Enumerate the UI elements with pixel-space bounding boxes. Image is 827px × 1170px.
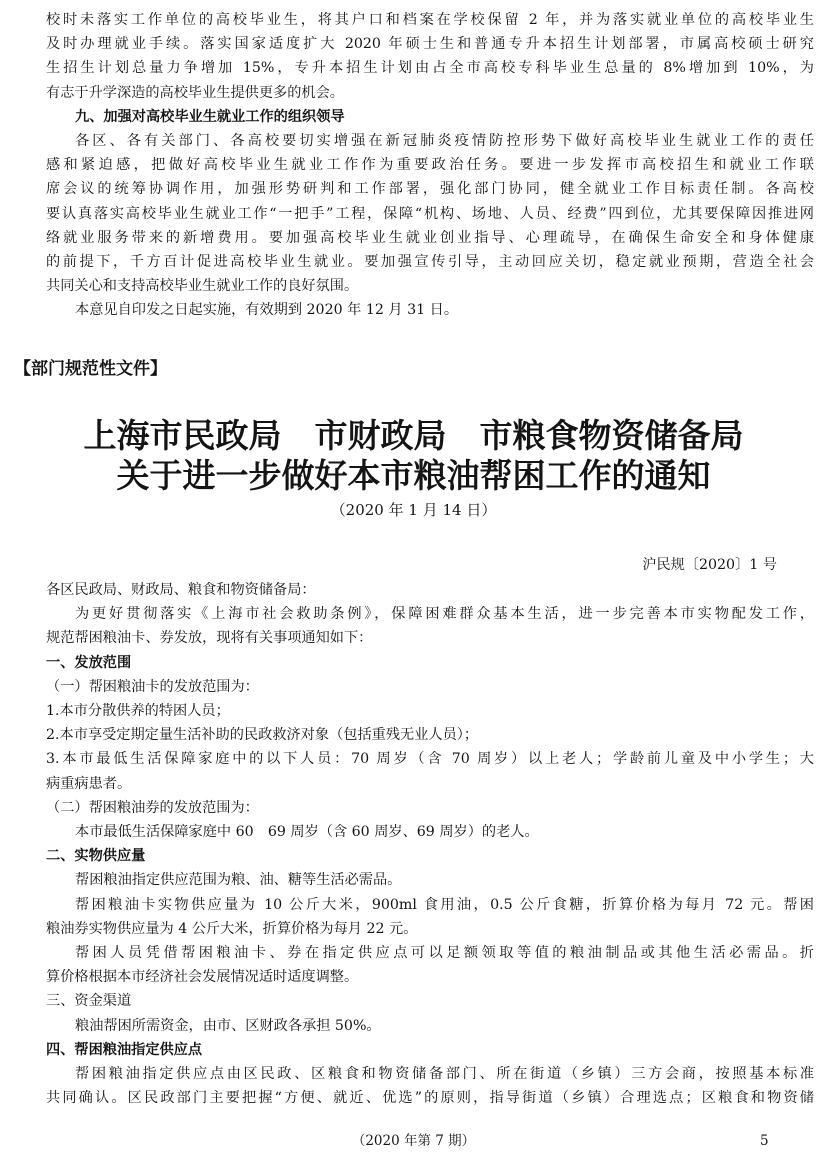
notice-body <box>46 578 814 1110</box>
notice-title-line-1: 上海市民政局 市财政局 市粮食物资储备局 <box>83 416 744 455</box>
paragraph-line: 帮困粮油卡实物供应量为 10 公斤大米，900ml 食用油，0.5 公斤食糖，折算价格为每月 72 元。帮困 <box>75 896 814 913</box>
paragraph-line: 共同确认。区民政部门主要把握“方便、就近、优选”的原则，指导街道（乡镇）合理选点；区粮食和物资储 <box>46 1090 814 1107</box>
section-heading-2: 二、实物供应量 <box>46 848 146 865</box>
paragraph-line: 及时办理就业手续。落实国家适度扩大 2020 年硕士生和普通专升本招生计划部署，市属高校硕士研究 <box>46 36 814 53</box>
paragraph-line: 要认真落实高校毕业生就业工作“一把手”工程，保障“机构、场地、人员、经费”四到位，尤其要保障因推进网 <box>46 205 814 222</box>
paragraph-line: 生招生计划总量力争增加 15%，专升本招生计划由占全市高校专科毕业生总量的 8%增加到 10%，为 <box>46 60 814 77</box>
subsection-heading: （二）帮困粮油券的发放范围为： <box>46 799 259 816</box>
notice-date: （2020 年 1 月 14 日） <box>330 501 497 519</box>
list-item: 1.本市分散供养的特困人员； <box>46 703 230 720</box>
subsection-heading: （一）帮困粮油卡的发放范围为： <box>46 678 259 695</box>
section-heading-1: 一、发放范围 <box>46 654 132 671</box>
list-item: 3.本市最低生活保障家庭中的以下人员：70 周岁（含 70 周岁）以上老人；学龄前儿童及中小学生；大 <box>46 751 814 768</box>
section-heading-4: 四、帮困粮油指定供应点 <box>46 1041 203 1058</box>
notice-title-line-2: 关于进一步做好本市粮油帮困工作的通知 <box>116 456 711 495</box>
page-number: 5 <box>760 1133 769 1149</box>
paragraph-line: 粮油帮困所需资金，由市、区财政各承担 50%。 <box>75 1017 381 1034</box>
paragraph-line: 的前提下，千方百计促进高校毕业生就业。要加强宣传引导，主动回应关切，稳定就业预期，营造全社会 <box>46 254 814 271</box>
issue-footer: （2020 年第 7 期） <box>351 1133 476 1149</box>
paragraph-line: 席会议的统筹协调作用，加强形势研判和工作部署，强化部门协同，健全就业工作目标责任制。各高校 <box>46 181 814 198</box>
addressee: 各区民政局、财政局、粮食和物资储备局： <box>46 582 316 598</box>
paragraph-line: 校时未落实工作单位的高校毕业生，将其户口和档案在学校保留 2 年，并为落实就业单位的高校毕业生 <box>46 12 814 28</box>
paragraph-line: 共同关心和支持高校毕业生就业工作的良好氛围。 <box>46 278 359 295</box>
previous-article-continuation <box>46 8 814 323</box>
paragraph-line: 帮困人员凭借帮困粮油卡、券在指定供应点可以足额领取等值的粮油制品或其他生活必需品。折 <box>75 945 814 962</box>
section-heading-3: 三、资金渠道 <box>46 993 132 1010</box>
list-item: 2.本市享受定期定量生活补助的民政救济对象（包括重残无业人员）； <box>46 727 479 744</box>
paragraph-line: 帮困粮油指定供应范围为粮、油、糖等生活必需品。 <box>75 872 402 889</box>
paragraph-line: 络就业服务带来的新增费用。要加强高校毕业生就业创业指导、心理疏导，在确保生命安全和身体健康 <box>46 229 814 246</box>
paragraph-line: 有志于升学深造的高校毕业生提供更多的机会。 <box>46 84 344 101</box>
paragraph-line: 规范帮困粮油卡、券发放，现将有关事项通知如下： <box>46 630 373 647</box>
document-number: 沪民规〔2020〕1 号 <box>642 557 777 573</box>
section-heading-9: 九、加强对高校毕业生就业工作的组织领导 <box>75 108 345 125</box>
paragraph-line: 感和紧迫感，把做好高校毕业生就业工作作为重要政治任务。要进一步发挥市高校招生和就业工作联 <box>46 157 814 174</box>
paragraph-line: 本市最低生活保障家庭中 60 69 周岁（含 60 周岁、69 周岁）的老人。 <box>75 824 539 841</box>
paragraph-line: 算价格根据本市经济社会发展情况适时适度调整。 <box>46 969 359 986</box>
paragraph-line: 为更好贯彻落实《上海市社会救助条例》，保障困难群众基本生活，进一步完善本市实物配发工作， <box>75 606 814 623</box>
paragraph-line: 帮困粮油指定供应点由区民政、区粮食和物资储备部门、所在街道（乡镇）三方会商，按照基本标准 <box>75 1066 814 1083</box>
section-tag: 【部门规范性文件】 <box>14 359 167 379</box>
effective-date-statement: 本意见自印发之日起实施，有效期到 2020 年 12 月 31 日。 <box>75 302 459 319</box>
list-item-continuation: 病重病患者。 <box>46 775 132 792</box>
paragraph-line: 粮油券实物供应量为 4 公斤大米，折算价格为每月 22 元。 <box>46 920 418 937</box>
paragraph-line: 各区、各有关部门、各高校要切实增强在新冠肺炎疫情防控形势下做好高校毕业生就业工作的责任 <box>75 133 814 150</box>
